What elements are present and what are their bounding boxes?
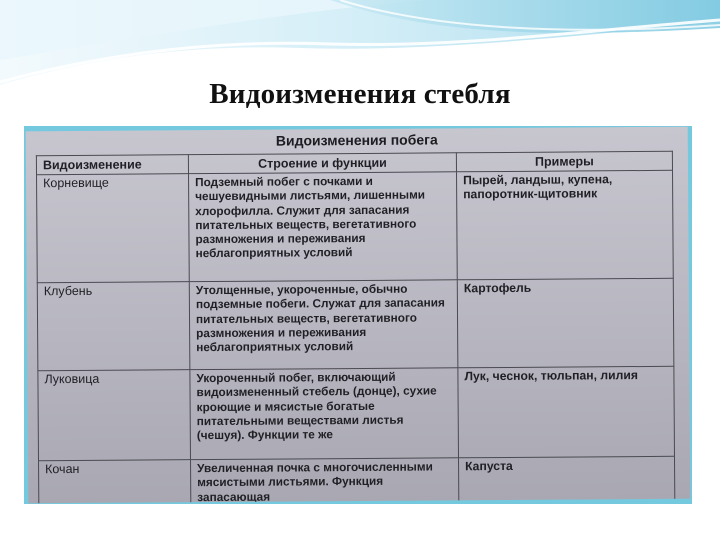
table-row [37, 170, 674, 282]
header-structure-function: Строение и функции [188, 153, 456, 174]
modification-name: Клубень [37, 282, 190, 371]
header-modification: Видоизменение [36, 155, 188, 175]
table-row [39, 456, 675, 503]
structure-function-text: Подземный побег с почками и чешуевидными листьями, лишенными хлорофилла. Служит для запасания питательных веществ, вегетативного размножения и переживания неблагоприятных условий [189, 172, 458, 282]
structure-function-text: Укороченный побег, включающий видоизмененный стебель (донце), сухие кроющие и мясистые богатые питательными веществами листья (чешуя). Функции те же [190, 368, 459, 460]
structure-function-text: Утолщенные, укороченные, обычно подземные побеги. Служат для запасания питательных веществ, вегетативного размножения и переживания неблагоприятных условий [189, 280, 458, 370]
stem-modifications-table [36, 151, 675, 504]
examples-text: Лук, чеснок, тюльпан, лилия [458, 366, 675, 458]
modification-name: Луковица [38, 370, 191, 461]
slide-title: Видоизменения стебля [209, 78, 511, 110]
examples-text: Пырей, ландыш, купена, папоротник-щитовник [457, 170, 674, 280]
header-examples: Примеры [456, 151, 672, 172]
table-row [38, 366, 675, 460]
examples-text: Капуста [458, 456, 674, 503]
structure-function-text: Увеличенная почка с многочисленными мясистыми листьями. Функция запасающая [191, 458, 459, 504]
modification-name: Корневище [37, 174, 190, 283]
table-caption: Видоизменения побега [275, 131, 438, 149]
table-row [37, 278, 674, 370]
scanned-table-photo [24, 126, 692, 504]
modification-name: Кочан [39, 460, 191, 504]
scanned-page [26, 127, 691, 504]
examples-text: Картофель [457, 278, 674, 368]
